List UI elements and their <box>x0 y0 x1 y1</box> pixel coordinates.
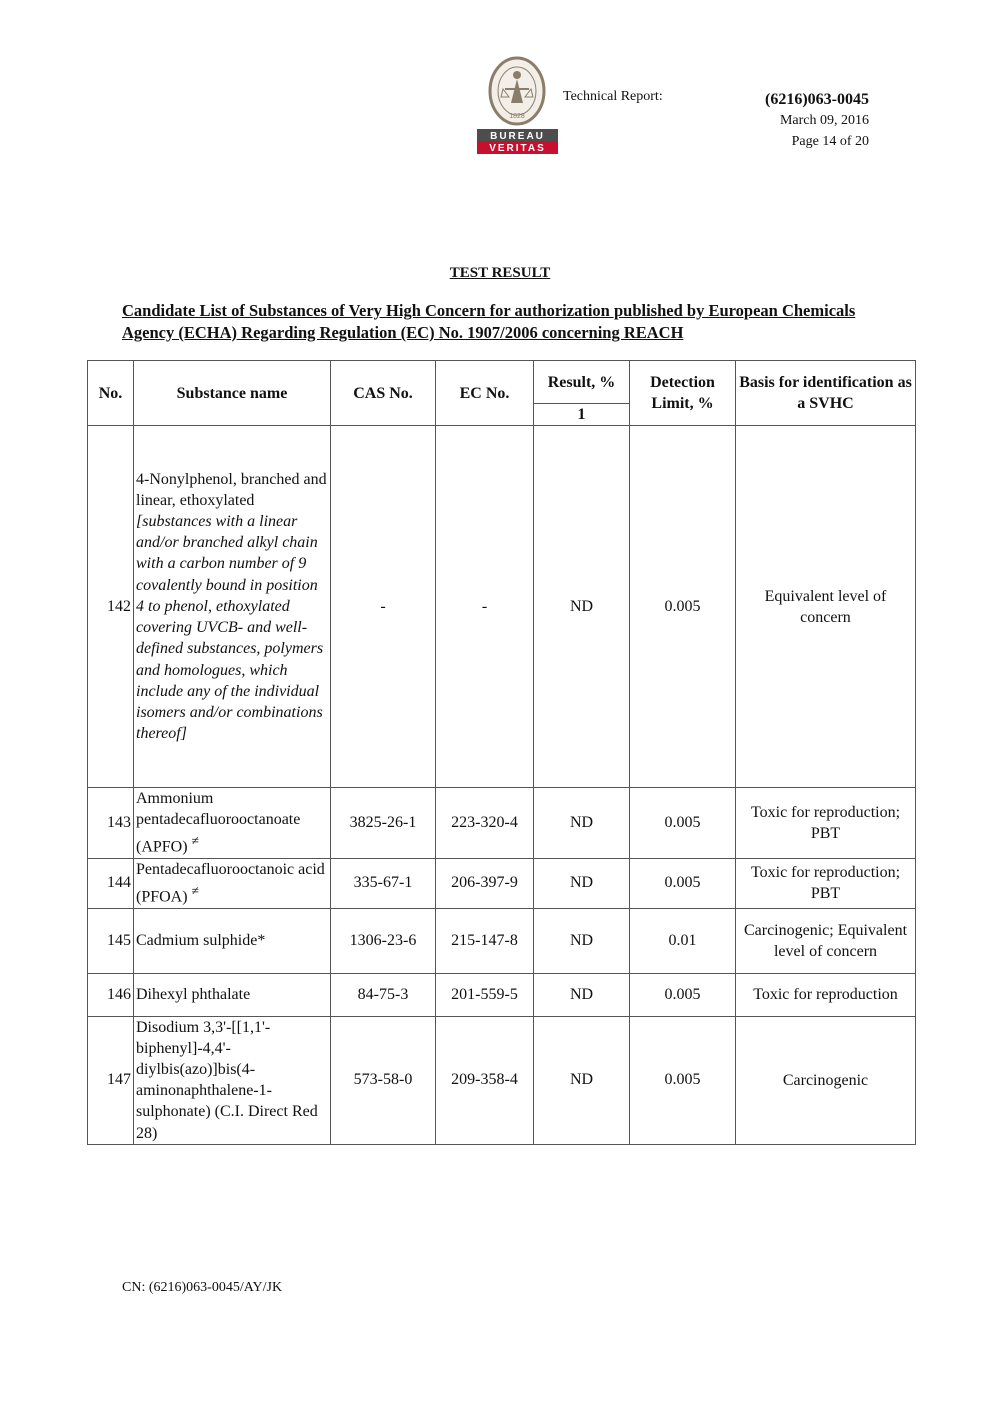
control-number: CN: (6216)063-0045/AY/JK <box>122 1280 283 1295</box>
cell-ec-no: 215-147-8 <box>436 908 534 973</box>
cell-substance-name: Cadmium sulphide* <box>134 908 331 973</box>
cell-ec-no: 206-397-9 <box>436 858 534 908</box>
cell-detection-limit: 0.005 <box>630 973 736 1016</box>
bureau-veritas-logo <box>475 55 560 155</box>
cell-substance-name <box>134 858 331 908</box>
cell-detection-limit: 0.005 <box>630 858 736 908</box>
cell-result: ND <box>534 858 630 908</box>
cell-ec-no: 201-559-5 <box>436 973 534 1016</box>
cell-substance-name <box>134 426 331 788</box>
cell-basis: Carcinogenic <box>736 1016 916 1144</box>
logo-banner-bottom: VERITAS <box>489 143 546 154</box>
cell-no: 145 <box>88 908 134 973</box>
header-ec-no: EC No. <box>436 361 534 426</box>
cell-cas-no: 573-58-0 <box>331 1016 436 1144</box>
cell-no: 144 <box>88 858 134 908</box>
cell-detection-limit: 0.005 <box>630 1016 736 1144</box>
table-row <box>88 788 916 859</box>
cell-result: ND <box>534 973 630 1016</box>
cell-basis: Toxic for reproduction <box>736 973 916 1016</box>
cell-no: 142 <box>88 426 134 788</box>
cell-detection-limit: 0.01 <box>630 908 736 973</box>
cell-basis: Carcinogenic; Equivalent level of concern <box>736 908 916 973</box>
cell-ec-no: 209-358-4 <box>436 1016 534 1144</box>
cell-basis: Equivalent level of concern <box>736 426 916 788</box>
cell-no: 147 <box>88 1016 134 1144</box>
logo-banner-top: BUREAU <box>490 131 545 142</box>
page-number: Page 14 of 20 <box>791 134 869 149</box>
footnote-mark: ≠ <box>191 833 199 849</box>
report-number: (6216)063-0045 <box>765 91 869 108</box>
page-title: TEST RESULT <box>449 265 551 281</box>
table-row <box>88 973 916 1016</box>
cell-cas-no: 3825-26-1 <box>331 788 436 859</box>
header-substance-name: Substance name <box>134 361 331 426</box>
substance-name-plain: 4-Nonylphenol, branched and linear, ethoxylated <box>136 470 327 509</box>
cell-ec-no: - <box>436 426 534 788</box>
header-result-sample: 1 <box>534 404 630 426</box>
cell-substance-name <box>134 788 331 859</box>
footnote-mark: ≠ <box>191 883 199 899</box>
report-date: March 09, 2016 <box>779 113 869 128</box>
technical-report-label: Technical Report: <box>563 89 663 104</box>
cell-detection-limit: 0.005 <box>630 426 736 788</box>
cell-substance-name: Disodium 3,3'-[[1,1'-biphenyl]-4,4'-diylbis(azo)]bis(4-aminonaphthalene-1-sulphonate) (C.I. Direct Red 28) <box>134 1016 331 1144</box>
cell-cas-no: 1306-23-6 <box>331 908 436 973</box>
header-detection-limit: Detection Limit, % <box>630 361 736 426</box>
table-row <box>88 908 916 973</box>
header-basis: Basis for identification as a SVHC <box>736 361 916 426</box>
cell-result: ND <box>534 1016 630 1144</box>
header-result: Result, % <box>534 361 630 404</box>
cell-result: ND <box>534 426 630 788</box>
report-header-info <box>765 90 869 152</box>
table-row <box>88 426 916 788</box>
header-no: No. <box>88 361 134 426</box>
cell-result: ND <box>534 908 630 973</box>
cell-substance-name: Dihexyl phthalate <box>134 973 331 1016</box>
cell-no: 146 <box>88 973 134 1016</box>
svhc-results-table <box>87 360 916 1145</box>
header-cas-no: CAS No. <box>331 361 436 426</box>
cell-cas-no: 335-67-1 <box>331 858 436 908</box>
table-row <box>88 1016 916 1144</box>
substance-name-plain: Pentadecafluorooctanoic acid (PFOA) <box>136 860 325 906</box>
table-caption: Candidate List of Substances of Very High Concern for authorization published by European Chemicals Agency (ECHA) Regarding Regulation (EC) No. 1907/2006 concerning REACH <box>122 301 856 342</box>
substance-name-plain: Ammonium pentadecafluorooctanoate (APFO) <box>136 790 301 856</box>
cell-ec-no: 223-320-4 <box>436 788 534 859</box>
cell-no: 143 <box>88 788 134 859</box>
cell-result: ND <box>534 788 630 859</box>
cell-basis: Toxic for reproduction; PBT <box>736 858 916 908</box>
table-row <box>88 858 916 908</box>
cell-basis: Toxic for reproduction; PBT <box>736 788 916 859</box>
cell-cas-no: - <box>331 426 436 788</box>
cell-cas-no: 84-75-3 <box>331 973 436 1016</box>
substance-name-italic: [substances with a linear and/or branched alkyl chain with a carbon number of 9 covalently bound in position 4 to phenol, ethoxylated covering UVCB- and well-defined substances, polymers and homologues, which include any of the individual isomers and/or combinations thereof] <box>136 513 324 743</box>
logo-year: 1828 <box>509 113 525 120</box>
cell-detection-limit: 0.005 <box>630 788 736 859</box>
